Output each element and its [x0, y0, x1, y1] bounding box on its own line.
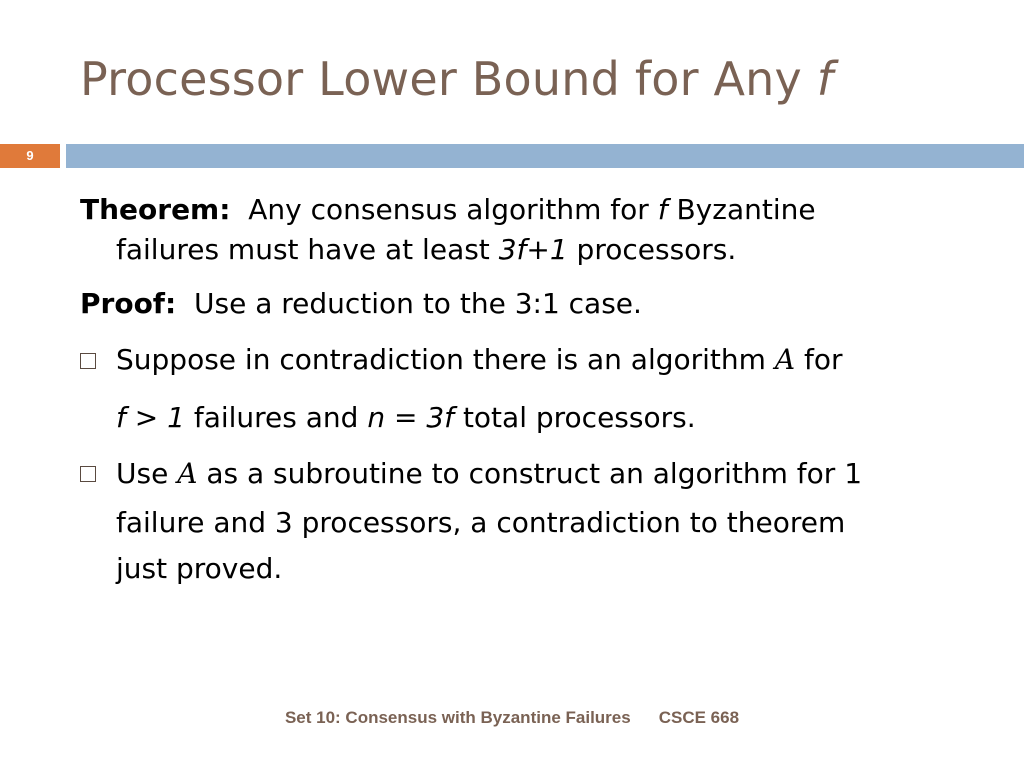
proof-line [80, 276, 960, 332]
theorem-text-2: Byzantine [667, 193, 816, 226]
title-text: Processor Lower Bound for Any [80, 52, 817, 106]
bullet-1-text-c4: total processors. [454, 401, 696, 434]
slide-body [80, 190, 960, 592]
theorem-f: f [657, 193, 668, 226]
bullet-1-line-2 [80, 388, 960, 448]
theorem-expression: 3f+1 [498, 233, 568, 266]
title-variable: f [816, 52, 834, 106]
bullet-2-line-3 [80, 546, 960, 592]
bullet-square-icon [80, 466, 96, 482]
bullet-2-text-line2: failure and 3 processors, a contradiction to theorem [116, 506, 846, 539]
theorem-line-1 [80, 190, 960, 230]
bullet-1-text-c2: failures and [184, 401, 368, 434]
bullet-2-line-1 [80, 448, 960, 500]
header-band [66, 144, 1024, 168]
algorithm-a-symbol: A [177, 457, 198, 490]
slide-title [80, 52, 833, 106]
theorem-label: Theorem: [80, 193, 231, 226]
theorem-text-3: failures must have at least [116, 233, 499, 266]
slide-number [0, 144, 60, 168]
footer-course-code: CSCE 668 [658, 708, 740, 727]
slide-footer [0, 708, 1024, 728]
bullet-1-text-b: for [795, 343, 843, 376]
bullet-2-text-b: as a subroutine to construct an algorithm for 1 [197, 457, 863, 490]
proof-label: Proof: [80, 287, 177, 320]
bullet-1-text-a: Suppose in contradiction there is an algorithm [116, 343, 775, 376]
proof-text: Use a reduction to the 3:1 case. [176, 287, 642, 320]
bullet-1-n-expression: n = 3f [367, 401, 455, 434]
theorem-text-1: Any consensus algorithm for [230, 193, 658, 226]
footer-course-set: Set 10: Consensus with Byzantine Failures [284, 708, 631, 727]
bullet-1-condition: f > 1 [116, 401, 185, 434]
theorem-text-4: processors. [567, 233, 737, 266]
bullet-2-text-a: Use [116, 457, 178, 490]
bullet-2-text-line3: just proved. [116, 552, 283, 585]
slide-number-label: 9 [26, 148, 34, 163]
bullet-1-line-1 [80, 332, 960, 388]
algorithm-a-symbol: A [774, 343, 796, 376]
theorem-line-2 [80, 230, 960, 276]
bullet-2-line-2 [80, 500, 960, 546]
bullet-square-icon [80, 353, 96, 369]
